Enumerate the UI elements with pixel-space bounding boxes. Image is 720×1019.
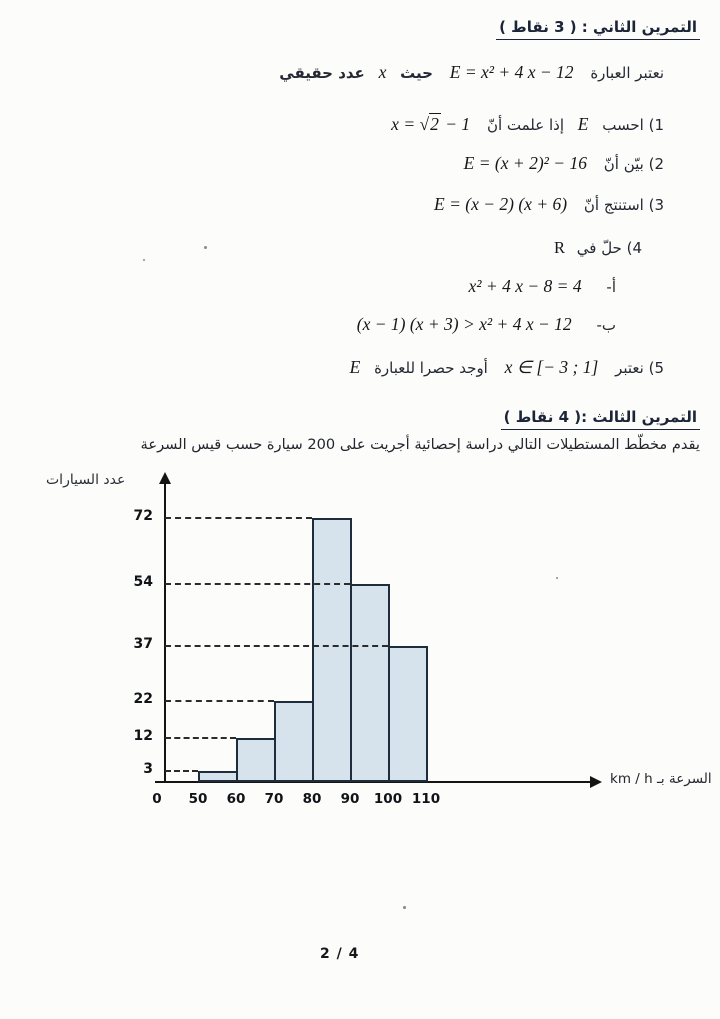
q5-variable-E: E <box>349 357 361 377</box>
y-tick-label: 37 <box>133 636 153 652</box>
y-tick-label: 22 <box>133 691 153 707</box>
q3-text: 3) استنتج أنّ <box>583 196 664 214</box>
x-tick-label: 80 <box>302 791 322 807</box>
intro-text-lead: نعتبر العبارة <box>590 64 664 82</box>
x-axis-arrow-icon <box>590 776 602 788</box>
q4b-marker: ب- <box>596 316 616 334</box>
exercise3-description: يقدم مخطّط المستطيلات التالي دراسة إحصائية أجريت على 200 سيارة حسب قيس السرعة <box>140 436 700 453</box>
q2-text: 2) بيّن أنّ <box>603 155 664 173</box>
q1-equation-sqrt: x = √2 − 1 <box>391 114 471 134</box>
exercise3-title: التمرين الثالث :( 4 نقاط ) <box>501 408 700 430</box>
dash-leader-line <box>165 770 198 772</box>
scan-speck <box>143 259 145 261</box>
dash-leader-line <box>165 583 350 585</box>
x-tick-label: 50 <box>188 791 208 807</box>
q5-text-bound: أوجد حصرا للعبارة <box>374 359 488 377</box>
variable-x: x <box>378 62 387 82</box>
histogram-bar <box>236 738 276 782</box>
histogram-bar <box>388 646 428 782</box>
intro-text-real-number: عدد حقيقي <box>279 64 365 82</box>
q4b-inequality: (x − 1) (x + 3) > x² + 4 x − 12 <box>356 314 572 334</box>
x-tick-label: 70 <box>264 791 284 807</box>
y-axis-title: عدد السيارات <box>46 472 126 488</box>
page-number: 2 / 4 <box>320 946 360 962</box>
histogram-bar <box>198 771 238 782</box>
q4-set-R: R <box>553 238 565 257</box>
y-tick-label: 3 <box>143 761 153 777</box>
q1-text-condition: إذا علمت أنّ <box>486 116 565 134</box>
x-tick-label: 110 <box>411 791 441 807</box>
histogram <box>40 468 712 820</box>
q1-variable-E: E <box>577 114 589 134</box>
x-tick-label: 0 <box>152 791 162 807</box>
dash-leader-line <box>165 737 236 739</box>
y-tick-label: 72 <box>133 508 153 524</box>
x-tick-label: 100 <box>373 791 403 807</box>
exercise2-intro-line <box>279 62 664 83</box>
radicand: 2 <box>430 114 439 134</box>
question-4b <box>345 314 642 335</box>
q4-text: 4) حلّ في <box>576 239 642 257</box>
dash-leader-line <box>165 700 274 702</box>
q1-text: 1) احسب <box>602 116 664 134</box>
question-4 <box>547 238 642 258</box>
scan-speck <box>403 906 406 909</box>
q4a-equation: x² + 4 x − 8 = 4 <box>468 276 582 296</box>
q4a-marker: أ- <box>606 278 616 296</box>
dash-leader-line <box>165 645 388 647</box>
x-axis-title: السرعة بـ km / h <box>610 771 712 787</box>
q5-interval: x ∈ [− 3 ; 1] <box>504 357 599 377</box>
histogram-bar <box>312 518 352 782</box>
x-tick-label: 90 <box>340 791 360 807</box>
histogram-bar <box>350 584 390 782</box>
q5-text: 5) نعتبر <box>615 359 664 377</box>
y-tick-label: 54 <box>133 574 153 590</box>
intro-text-where: حيث <box>400 64 433 82</box>
question-2 <box>452 153 664 174</box>
y-axis-arrow-icon <box>159 472 171 484</box>
q2-equation: E = (x + 2)² − 16 <box>463 153 587 173</box>
q3-equation: E = (x − 2) (x + 6) <box>434 194 568 214</box>
y-tick-label: 12 <box>133 728 153 744</box>
question-4a <box>457 276 642 297</box>
expression-E-definition: E = x² + 4 x − 12 <box>449 62 574 82</box>
scan-speck <box>204 246 207 249</box>
question-5 <box>341 357 664 378</box>
scan-speck <box>556 577 558 579</box>
exercise2-title: التمرين الثاني : ( 3 نقاط ) <box>496 18 700 40</box>
x-tick-label: 60 <box>226 791 246 807</box>
question-3 <box>422 194 664 215</box>
histogram-bar <box>274 701 314 782</box>
dash-leader-line <box>165 517 312 519</box>
radical-sign: √ <box>419 114 430 134</box>
question-1 <box>379 114 664 135</box>
